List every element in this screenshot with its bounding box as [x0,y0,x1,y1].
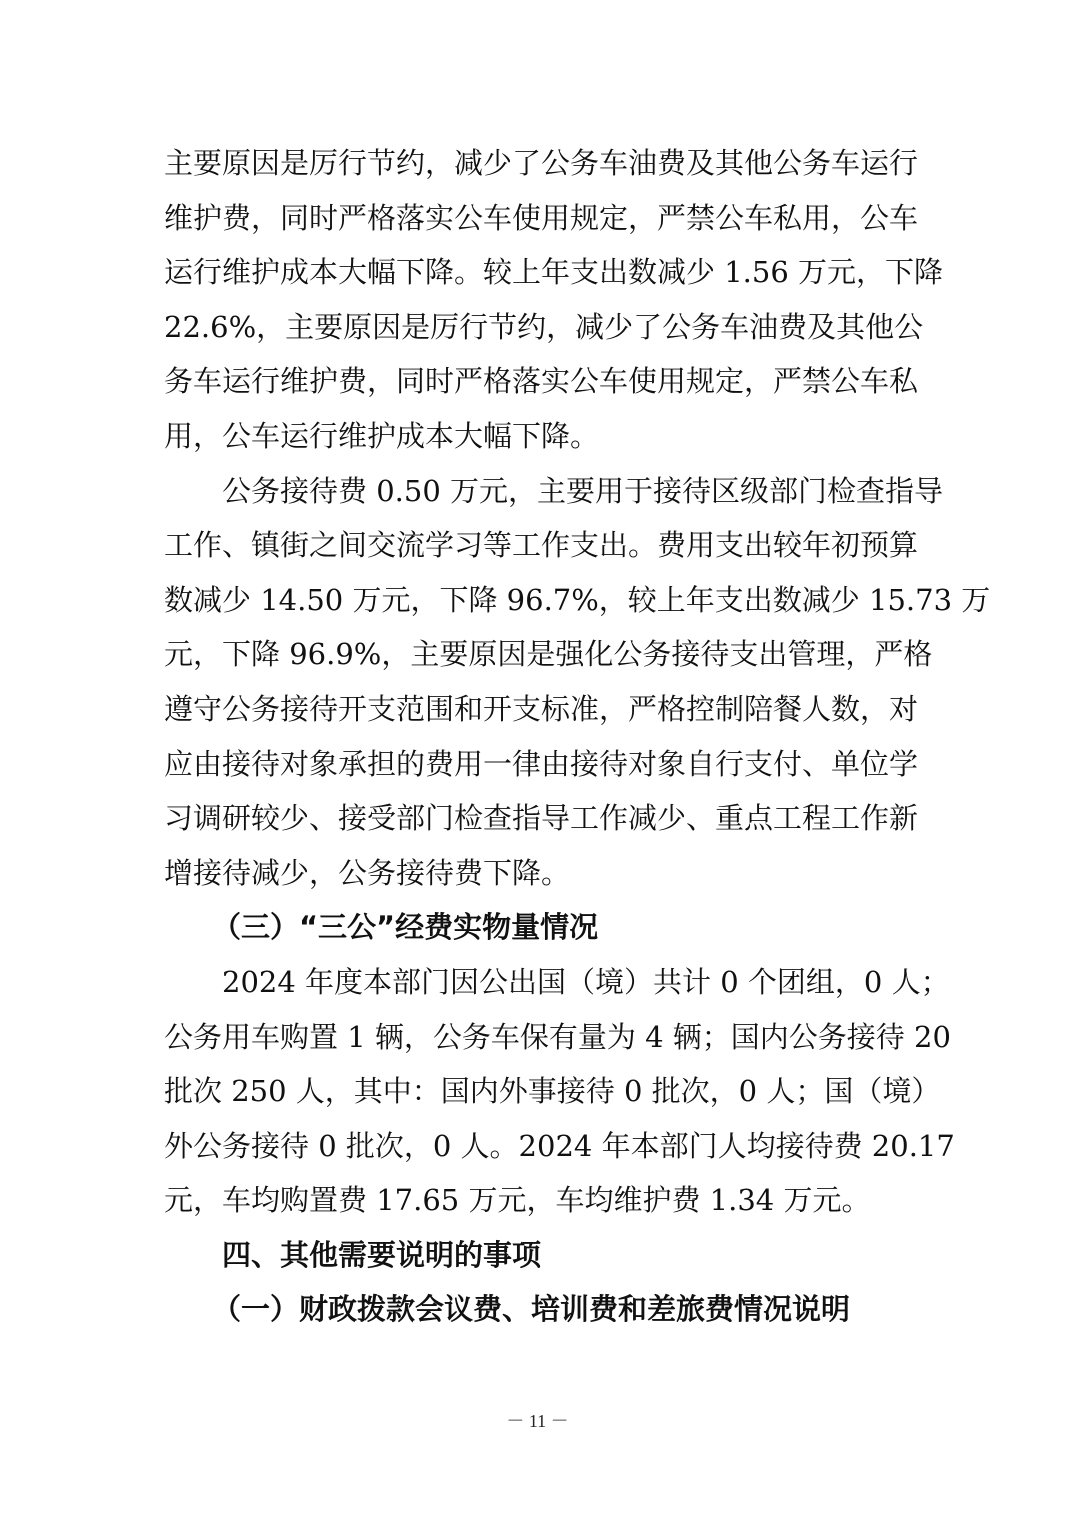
text-line: 22.6%，主要原因是厉行节约，减少了公务车油费及其他公 [164,309,924,344]
page-content [164,136,991,1337]
text-line: 工作、镇街之间交流学习等工作支出。费用支出较年初预算 [164,528,919,563]
paragraph-vehicle-costs [164,136,944,464]
text-line: 数减少 14.50 万元，下降 96.7%，较上年支出数减少 15.73 万 [164,582,991,617]
text-line: 主要原因是厉行节约，减少了公务车油费及其他公务车运行 [164,146,919,180]
text-line: 外公务接待 0 批次，0 人。2024 年本部门人均接待费 20.17 [164,1128,955,1163]
text-line: 公务接待费 0.50 万元，主要用于接待区级部门检查指导 [222,473,944,508]
text-line: 习调研较少、接受部门检查指导工作减少、重点工程工作新 [164,801,919,836]
text-line: 元，下降 96.9%，主要原因是强化公务接待支出管理，严格 [164,637,933,672]
part-heading-other-matters: 四、其他需要说明的事项 [222,1237,542,1272]
page-number: － 11 － [506,1411,569,1431]
text-line: 2024 年度本部门因公出国（境）共计 0 个团组，0 人； [222,964,950,999]
text-line: 增接待减少，公务接待费下降。 [164,855,571,890]
paragraph-reception-costs [164,464,991,901]
text-line: 务车运行维护费，同时严格落实公车使用规定，严禁公车私 [164,364,919,399]
text-line: 维护费，同时严格落实公车使用规定，严禁公车私用，公车 [164,200,919,235]
text-line: 批次 250 人，其中：国内外事接待 0 批次，0 人；国（境） [164,1074,941,1109]
text-line: 元，车均购置费 17.65 万元，车均维护费 1.34 万元。 [164,1183,871,1218]
text-line: 运行维护成本大幅下降。较上年支出数减少 1.56 万元，下降 [164,255,944,290]
text-line: 应由接待对象承担的费用一律由接待对象自行支付、单位学 [164,746,919,781]
text-line: 公务用车购置 1 辆，公务车保有量为 4 辆；国内公务接待 20 [164,1019,951,1054]
text-line: 遵守公务接待开支范围和开支标准，严格控制陪餐人数，对 [164,691,919,726]
paragraph-physical-quantity [164,955,955,1228]
section-heading-physical-quantity: （三）“三公”经费实物量情况 [212,910,599,945]
text-line: 用，公车运行维护成本大幅下降。 [164,418,600,453]
subsection-heading-meeting-training-travel: （一）财政拨款会议费、培训费和差旅费情况说明 [212,1292,851,1327]
